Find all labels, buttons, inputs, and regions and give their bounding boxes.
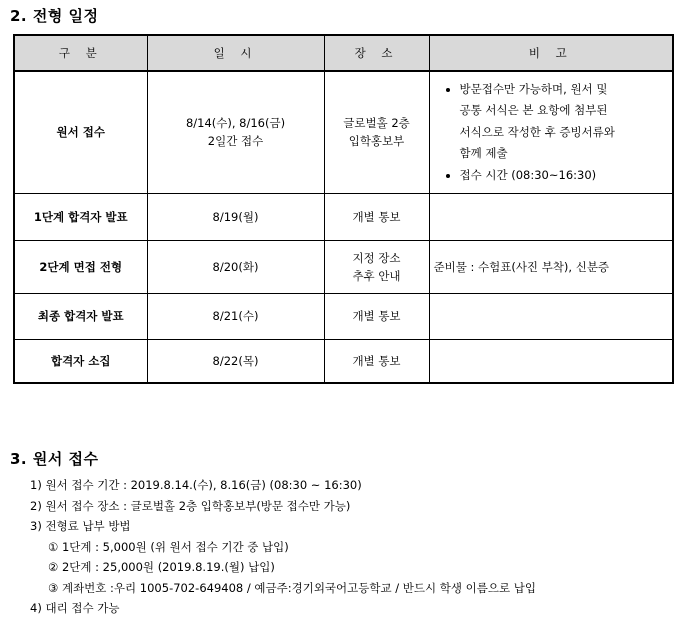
list-item: 2) 원서 접수 장소 : 글로벌홀 2층 입학홍보부(방문 접수만 가능) xyxy=(30,498,351,513)
place-line: 글로벌홀 2층 xyxy=(343,116,410,131)
table-header-row xyxy=(14,35,673,71)
row-label: 최종 합격자 발표 xyxy=(14,293,147,339)
note-line: • 방문접수만 가능하며, 원서 및 xyxy=(459,81,608,96)
list-item: 4) 대리 접수 가능 xyxy=(30,601,120,615)
row-date: 8/22(목) xyxy=(147,339,324,383)
date-line: 8/14(수), 8/16(금) xyxy=(185,116,286,131)
note-item xyxy=(460,79,669,165)
sub-list-item: ③ 계좌번호 :우리 1005-702-649408 / 예금주:경기외국어고등학교 / 반드시 학생 이름으로 납입 xyxy=(48,580,536,595)
application-details xyxy=(30,475,536,619)
table-row xyxy=(14,240,673,293)
header-place: 장 소 xyxy=(324,35,429,71)
row-note xyxy=(429,193,673,240)
row-note xyxy=(429,339,673,383)
section-3-title: 3. 원서 접수 xyxy=(10,450,99,468)
row-label: 1단계 합격자 발표 xyxy=(14,193,147,240)
row-place: 개별 통보 xyxy=(324,339,429,383)
sub-list-item: ② 2단계 : 25,000원 (2019.8.19.(월) 납입) xyxy=(48,560,275,574)
table-row xyxy=(14,193,673,240)
header-remarks: 비 고 xyxy=(429,35,673,71)
row-label: 2단계 면접 전형 xyxy=(14,240,147,293)
row-place: 개별 통보 xyxy=(324,193,429,240)
list-item: 1) 원서 접수 기간 : 2019.8.14.(수), 8.16(금) (08:30 ~ 16:30) xyxy=(30,478,362,492)
notes-list xyxy=(434,79,669,187)
row-place xyxy=(324,240,429,293)
row-date: 8/19(월) xyxy=(147,193,324,240)
note-line: • 접수 시간 (08:30~16:30) xyxy=(459,167,597,182)
schedule-table xyxy=(13,34,674,384)
table-row xyxy=(14,339,673,383)
table-row xyxy=(14,71,673,193)
note-line: 함께 제출 xyxy=(459,146,508,160)
place-line: 입학홍보부 xyxy=(348,134,405,149)
date-line: 2일간 접수 xyxy=(207,134,264,149)
row-date: 8/20(화) xyxy=(147,240,324,293)
place-line: 지정 장소 xyxy=(352,250,401,265)
row-place xyxy=(324,71,429,193)
row-place: 개별 통보 xyxy=(324,293,429,339)
row-label: 합격자 소집 xyxy=(14,339,147,383)
row-label: 원서 접수 xyxy=(14,71,147,193)
list-item: 3) 전형료 납부 방법 xyxy=(30,519,131,533)
row-note xyxy=(429,293,673,339)
section-2-title: 2. 전형 일정 xyxy=(10,7,99,25)
table-row xyxy=(14,293,673,339)
header-date: 일 시 xyxy=(147,35,324,71)
row-date xyxy=(147,71,324,193)
note-item xyxy=(460,165,669,187)
note-line: 공통 서식은 본 요항에 첨부된 xyxy=(459,103,608,117)
note-line: 서식으로 작성한 후 증빙서류와 xyxy=(459,124,615,139)
row-note xyxy=(429,71,673,193)
header-category: 구 분 xyxy=(14,35,147,71)
sub-list-item: ① 1단계 : 5,000원 (위 원서 접수 기간 중 납입) xyxy=(48,539,289,554)
row-note: 준비물 : 수험표(사진 부착), 신분증 xyxy=(429,240,673,293)
place-line: 추후 안내 xyxy=(352,268,401,283)
row-date: 8/21(수) xyxy=(147,293,324,339)
